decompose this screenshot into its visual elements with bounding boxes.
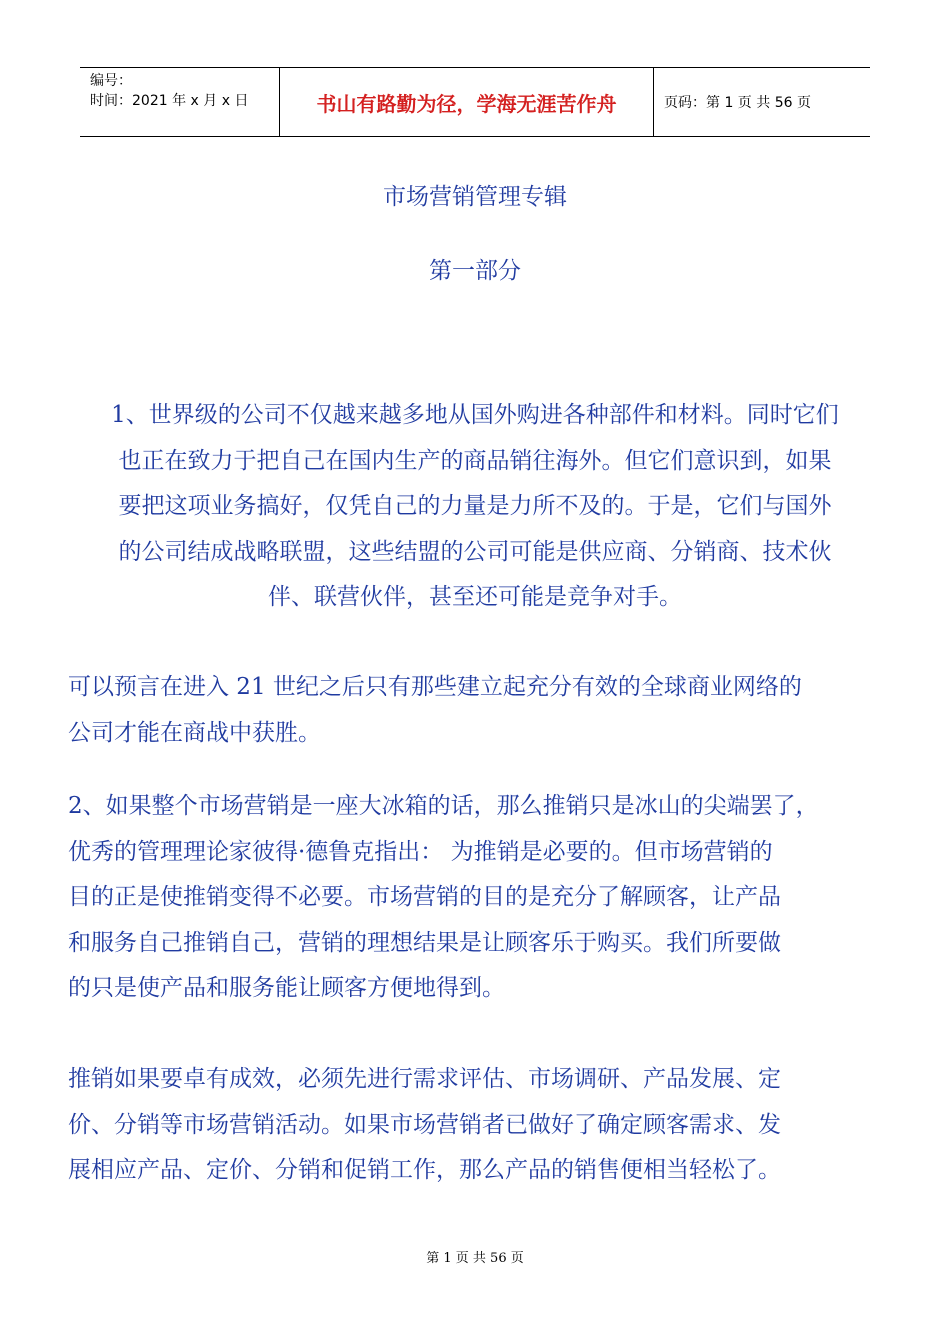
paragraph-3 <box>68 784 898 1012</box>
paragraph-line: 也正在致力于把自己在国内生产的商品销往海外。但它们意识到，如果 <box>118 447 832 474</box>
paragraph-line: 公司才能在商战中获胜。 <box>68 719 321 746</box>
paragraph-line: 可以预言在进入 21 世纪之后只有那些建立起充分有效的全球商业网络的 <box>68 674 802 700</box>
paragraph-line: 1、世界级的公司不仅越来越多地从国外购进各种部件和材料。同时它们 <box>111 402 839 428</box>
header-meta <box>80 68 280 136</box>
doc-number-label: 编号： <box>90 73 132 89</box>
paragraph-line: 伴、联营伙伴，甚至还可能是竞争对手。 <box>268 584 682 610</box>
paragraph-4 <box>68 1057 898 1194</box>
doc-title: 市场营销管理专辑 <box>383 184 567 210</box>
paragraph-line: 优秀的管理理论家彼得·德鲁克指出： 为推销是必要的。但市场营销的 <box>68 838 773 865</box>
paragraph-1 <box>60 393 890 621</box>
paragraph-line: 和服务自己推销自己，营销的理想结果是让顾客乐于购买。我们所要做 <box>68 929 781 956</box>
doc-subtitle: 第一部分 <box>429 258 521 284</box>
paragraph-line: 的只是使产品和服务能让顾客方便地得到。 <box>68 975 505 1001</box>
paragraph-line: 的公司结成战略联盟，这些结盟的公司可能是供应商、分销商、技术伙 <box>118 538 832 565</box>
page-header <box>80 67 870 137</box>
header-motto: 书山有路勤为径，学海无涯苦作舟 <box>280 68 654 136</box>
page-footer: 第 1 页 共 56 页 <box>426 1251 524 1266</box>
doc-time-label: 时间：2021 年 x 月 x 日 <box>90 93 249 109</box>
paragraph-line: 价、分销等市场营销活动。如果市场营销者已做好了确定顾客需求、发 <box>68 1111 781 1138</box>
header-page-info: 页码：第 1 页 共 56 页 <box>664 95 811 111</box>
paragraph-line: 推销如果要卓有成效，必须先进行需求评估、市场调研、产品发展、定 <box>68 1066 781 1092</box>
paragraph-line: 要把这项业务搞好，仅凭自己的力量是力所不及的。于是，它们与国外 <box>118 493 832 519</box>
paragraph-line: 目的正是使推销变得不必要。市场营销的目的是充分了解顾客，让产品 <box>68 884 781 910</box>
paragraph-2 <box>68 665 898 756</box>
paragraph-line: 2、如果整个市场营销是一座大冰箱的话，那么推销只是冰山的尖端罢了， <box>68 793 819 819</box>
paragraph-line: 展相应产品、定价、分销和促销工作，那么产品的销售便相当轻松了。 <box>68 1157 781 1183</box>
